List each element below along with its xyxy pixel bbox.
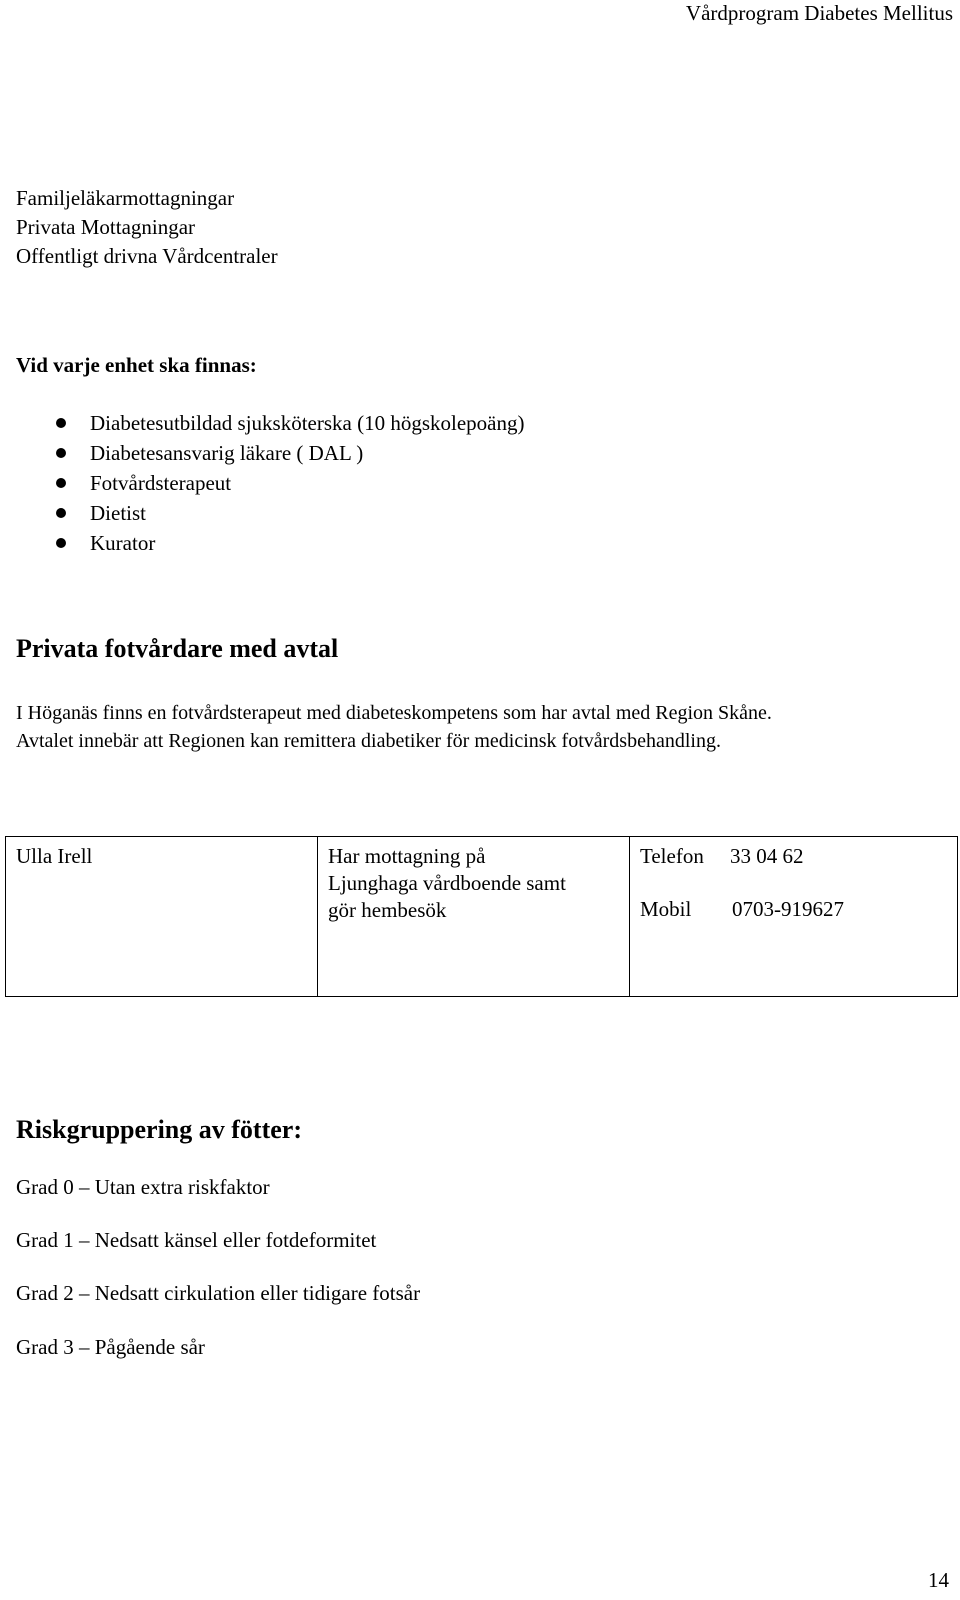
phone-row (640, 843, 947, 870)
bullet-icon (56, 418, 66, 428)
phone-number: 33 04 62 (730, 844, 804, 868)
risk-grade-2: Grad 2 – Nedsatt cirkulation eller tidigare fotsår (16, 1281, 421, 1305)
clinic-type-family-practice: Familjeläkarmottagningar (16, 186, 235, 210)
clinic-type-private: Privata Mottagningar (16, 215, 196, 239)
contact-name: Ulla Irell (16, 844, 93, 868)
staff-item-label: Diabetesansvarig läkare ( DAL ) (90, 441, 364, 465)
units-heading: Vid varje enhet ska finnas: (16, 353, 257, 377)
staff-item-label: Diabetesutbildad sjuksköterska (10 högskolepoäng) (90, 411, 525, 435)
bullet-icon (56, 478, 66, 488)
risk-grouping-heading: Riskgruppering av fötter: (16, 1115, 302, 1144)
contact-name-cell (6, 837, 318, 997)
private-podiatry-paragraph-line: I Höganäs finns en fotvårdsterapeut med diabeteskompetens som har avtal med Region Skåne. (16, 702, 772, 724)
private-podiatry-paragraph-line: Avtalet innebär att Regionen kan remittera diabetiker för medicinsk fotvårdsbehandling. (16, 730, 721, 752)
clinic-type-public: Offentligt drivna Vårdcentraler (16, 244, 278, 268)
staff-item-label: Dietist (90, 501, 146, 525)
table-row (6, 837, 958, 997)
running-header-title: Vårdprogram Diabetes Mellitus (685, 1, 953, 25)
bullet-icon (56, 448, 66, 458)
contact-description-line: Har mottagning på (328, 844, 486, 868)
contact-description-line: Ljunghaga vårdboende samt (328, 871, 566, 895)
private-podiatry-heading: Privata fotvårdare med avtal (16, 634, 339, 663)
podiatrist-contact-table (5, 836, 958, 997)
phone-label: Telefon (640, 844, 704, 868)
staff-item-label: Fotvårdsterapeut (90, 471, 232, 495)
contact-description-cell (318, 837, 630, 997)
risk-grade-1: Grad 1 – Nedsatt känsel eller fotdeformitet (16, 1228, 377, 1252)
mobile-label: Mobil (640, 897, 692, 921)
mobile-row (640, 896, 947, 923)
risk-grade-3: Grad 3 – Pågående sår (16, 1335, 205, 1359)
risk-grade-0: Grad 0 – Utan extra riskfaktor (16, 1175, 270, 1199)
bullet-icon (56, 538, 66, 548)
contact-phone-cell (630, 837, 958, 997)
page-number: 14 (928, 1568, 949, 1592)
bullet-icon (56, 508, 66, 518)
staff-item-label: Kurator (90, 531, 156, 555)
mobile-number: 0703-919627 (732, 897, 844, 921)
contact-description-line: gör hembesök (328, 898, 447, 922)
